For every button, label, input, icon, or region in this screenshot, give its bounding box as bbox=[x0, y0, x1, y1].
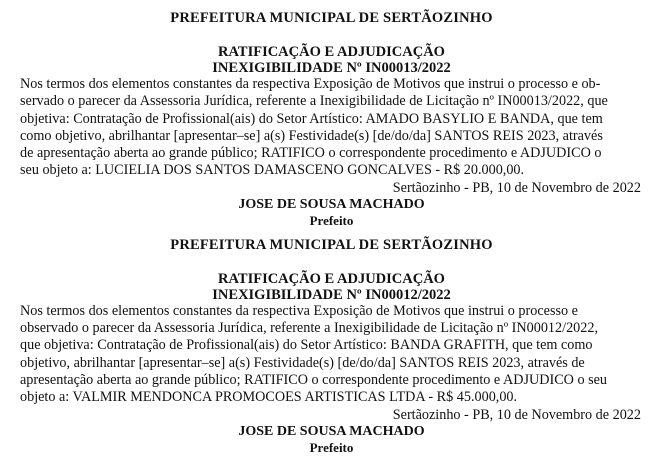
body-line: objetiva: Contratação de Profissional(ais) do Setor Artístico: AMADO BASYLIO E BANDA, que tem bbox=[20, 110, 603, 127]
body-line: que objetiva: Contratação de Profissional(ais) do Setor Artístico: BANDA GRAFITH, que tem como bbox=[20, 337, 593, 354]
signer-name: JOSE DE SOUSA MACHADO bbox=[238, 423, 425, 439]
body-line: de apresentação aberta ao grande público; RATIFICO o correspondente procedimento e ADJUDICO o bbox=[20, 145, 602, 162]
body-line: objetivo, abrilhantar [apresentar–se] a(s) Festividade(s) [de/do/da] SANTOS REIS 2023, através de bbox=[20, 354, 585, 371]
notice-body bbox=[20, 303, 643, 407]
notice-body bbox=[20, 76, 643, 180]
place-date: Sertãozinho - PB, 10 de Novembro de 2022 bbox=[392, 179, 641, 196]
signer-role: Prefeito bbox=[309, 439, 354, 455]
body-line: servado o parecer da Assessoria Jurídica, referente a Inexigibilidade de Licitação nº IN00013/2022, que bbox=[20, 93, 608, 110]
notice-title: RATIFICAÇÃO E ADJUDICAÇÃO bbox=[218, 44, 445, 60]
place-date: Sertãozinho - PB, 10 de Novembro de 2022 bbox=[392, 406, 641, 423]
body-line: como objetivo, abrilhantar [apresentar–se] a(s) Festividade(s) [de/do/da] SANTOS REIS 2023, através bbox=[20, 127, 603, 144]
notice-number: INEXIGIBILIDADE Nº IN00012/2022 bbox=[212, 286, 451, 303]
body-line: seu objeto a: LUCIELIA DOS SANTOS DAMASCENO GONCALVES - R$ 20.000,00. bbox=[20, 162, 525, 179]
body-line: Nos termos dos elementos constantes da respectiva Exposição de Motivos que instrui o processo e bbox=[20, 302, 578, 319]
body-line: Nos termos dos elementos constantes da respectiva Exposição de Motivos que instrui o processo e ob- bbox=[20, 76, 601, 92]
signer-role: Prefeito bbox=[309, 212, 354, 228]
body-line: apresentação aberta ao grande público; RATIFICO o correspondente procedimento e ADJUDICO o seu bbox=[20, 371, 608, 388]
ratification-notice-1 bbox=[20, 0, 643, 228]
signer-name: JOSE DE SOUSA MACHADO bbox=[238, 196, 425, 212]
body-line: observado o parecer da Assessoria Jurídica, referente a Inexigibilidade de Licitação nº IN00012/2022, bbox=[20, 320, 598, 337]
ratification-notice-2 bbox=[20, 228, 643, 455]
body-line: objeto a: VALMIR MENDONCA PROMOCOES ARTISTICAS LTDA - R$ 45.000,00. bbox=[20, 389, 518, 406]
notice-number: INEXIGIBILIDADE Nº IN00013/2022 bbox=[212, 60, 451, 76]
notice-title: RATIFICAÇÃO E ADJUDICAÇÃO bbox=[218, 270, 445, 287]
municipality-heading: PREFEITURA MUNICIPAL DE SERTÃOZINHO bbox=[170, 10, 493, 26]
municipality-heading: PREFEITURA MUNICIPAL DE SERTÃOZINHO bbox=[170, 236, 493, 253]
